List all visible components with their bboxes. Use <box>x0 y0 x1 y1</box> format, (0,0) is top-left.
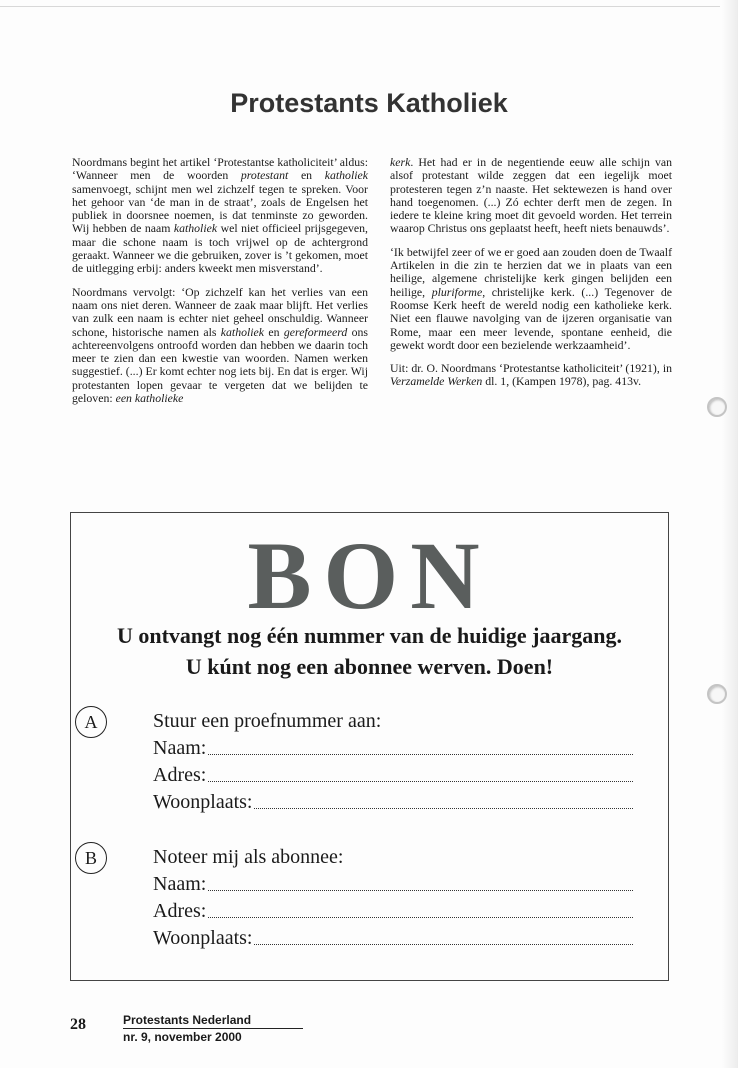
dotted-line <box>208 750 633 755</box>
section-a-city-field[interactable] <box>153 790 633 814</box>
text-run: Noordmans begint het artikel ‘Protestantse katholiciteit’ aldus: ‘Wanneer men de woorden <box>72 155 368 183</box>
text-run: . Het had er in de negentiende eeuw alle schijn van alsof protestant wilde zeggen dat een iegelijk moet protesteren tegen z’n naaste. Het sektewezen is hand over hand toegenomen. (...) Zó echter derft men de zegen. In iedere te kleine kring moet dit gevoeld worden. Het terrein waarop Christus ons geplaatst heeft, heeft niets benauwds’. <box>390 155 672 236</box>
field-label: Woonplaats: <box>153 927 253 949</box>
bon-line-1: U ontvangt nog één nummer van de huidige jaargang. <box>116 623 623 648</box>
paragraph <box>72 156 368 276</box>
text-run: en <box>288 168 325 183</box>
text-run: Noordmans vervolgt: ‘Op zichzelf kan het verlies van een naam ons niet deren. Wanneer de zaak maar blijft. Het verlies van zulk een naam is echter niet geheel onschuldig. Wanneer schone, historische namen als <box>72 284 368 339</box>
text-run: ons achtereenvolgens ontroofd worden dan hebben we daarin toch meer te zien dan een kwestie van woorden. Namen werken suggestief. (...) Er komt echter nog iets bij. En dat is erger. Wij protestanten lopen gevaar te vergeten dat we belijden te geloven: <box>72 324 368 406</box>
section-b-city-field[interactable] <box>153 926 633 950</box>
section-b-heading: Noteer mij als abonnee: <box>153 846 344 868</box>
italic-text: kerk <box>390 155 411 169</box>
section-b-marker: B <box>75 842 107 874</box>
page-number: 28 <box>70 1016 86 1033</box>
dotted-line <box>254 804 633 809</box>
dotted-line <box>208 913 633 918</box>
section-b-name-field[interactable] <box>153 872 633 896</box>
punch-hole-top <box>707 397 727 417</box>
text-run: wel niet officieel prijsgegeven, maar die schone naam is toch vrijwel op de achtergrond geraakt. Wanneer we die gebruiken, zover is ’t gekomen, moet de uitlegging erbij: anders kweekt men misverstand’. <box>72 221 368 276</box>
italic-text: katholiek <box>173 221 218 236</box>
paragraph <box>390 246 672 352</box>
section-b-address-field[interactable] <box>153 899 633 923</box>
field-label: Adres: <box>153 900 207 922</box>
italic-text: Verzamelde Werken <box>390 374 483 389</box>
italic-text: katholiek <box>220 324 265 339</box>
dotted-line <box>208 777 633 782</box>
paragraph <box>390 362 672 389</box>
top-scan-rule <box>0 6 720 7</box>
italic-text: pluriforme <box>431 284 483 299</box>
field-label: Naam: <box>153 737 207 759</box>
field-label: Adres: <box>153 764 207 786</box>
bon-coupon <box>70 512 669 981</box>
italic-text: gereformeerd <box>283 324 348 339</box>
text-run: Uit: dr. O. Noordmans ‘Protestantse katholiciteit’ (1921), in <box>390 361 672 376</box>
text-run: en <box>264 324 284 339</box>
field-label: Naam: <box>153 873 207 895</box>
italic-text: katholiek <box>324 168 368 183</box>
publication-name: Protestants Nederland <box>123 1013 303 1029</box>
bon-line-2: U kúnt nog een abonnee werven. Doen! <box>185 654 554 679</box>
italic-text: een katholieke <box>115 391 184 406</box>
dotted-line <box>254 940 633 945</box>
page-edge-shadow <box>722 0 738 1068</box>
section-a-address-field[interactable] <box>153 763 633 787</box>
bon-title: BON <box>247 522 492 629</box>
text-run: dl. 1, (Kampen 1978), pag. 413v. <box>482 374 642 389</box>
italic-text: protestant <box>240 168 289 183</box>
article-left-column <box>72 156 368 415</box>
section-a-marker: A <box>75 706 107 738</box>
text-run: samenvoegt, schijnt men wel zichzelf tegen te spreken. Voor het gehoor van ‘de man in de straat’, zoals de Engelsen het publiek in doorsnee noemen, is dat tenminste zo geworden. Wij hebben de naam <box>72 181 368 236</box>
paragraph <box>72 286 368 406</box>
section-a-heading: Stuur een proefnummer aan: <box>153 710 382 732</box>
dotted-line <box>208 886 633 891</box>
publication-issue: nr. 9, november 2000 <box>123 1030 242 1044</box>
article-right-column <box>390 156 672 399</box>
text-run: ‘Ik betwijfel zeer of we er goed aan zouden doen de Twaalf Artikelen in die zin te herzien dat we in plaats van een heilige, algemene christelijke kerk gingen belijden een heilige, <box>390 244 672 299</box>
text-run: , christelijke kerk. (...) Tegenover de Roomse Kerk heeft de wereld nodig een katholieke kerk. Niet een flauwe navolging van de ijzeren organisatie van Rome, maar een meer levende, spontane eenheid, die gewekt wordt door een bezielende werkzaamheid’. <box>390 284 672 352</box>
punch-hole-bottom <box>707 684 727 704</box>
field-label: Woonplaats: <box>153 791 253 813</box>
article-title: Protestants Katholiek <box>230 88 508 118</box>
paragraph <box>390 156 672 236</box>
section-a-name-field[interactable] <box>153 736 633 760</box>
